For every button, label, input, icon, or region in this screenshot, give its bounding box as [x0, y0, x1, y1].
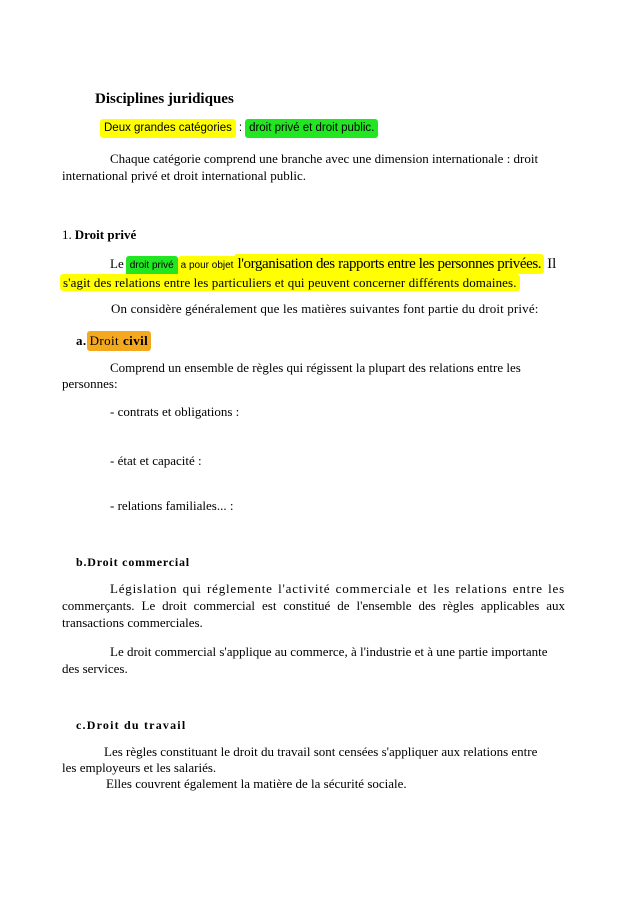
private-law-heading [62, 227, 136, 243]
definition-subject-highlight: droit privé [126, 256, 178, 276]
document-title: Disciplines juridiques [95, 91, 234, 107]
section-title: Droit privé [74, 227, 137, 242]
civil-law-title-word: civil [123, 333, 149, 348]
intro-line: Chaque catégorie comprend une branche avec une dimension internationale : droit [110, 151, 539, 166]
civil-law-text-line: Comprend un ensemble de règles qui régissent la plupart des relations entre les [110, 360, 521, 375]
definition-continuation-highlight: s'agit des relations entre les particuliers et qui peuvent concerner différents domaines. [60, 274, 520, 291]
categories-separator: : [238, 122, 243, 134]
private-law-definition [110, 254, 556, 276]
labour-law-text-line: Elles couvrent également la matière de la sécurité sociale. [106, 776, 407, 791]
intro-line: international privé et droit international public. [62, 168, 307, 183]
civil-law-list-item: - état et capacité : [110, 453, 202, 468]
categories-label: Deux grandes catégories [100, 119, 236, 138]
labour-law-heading [76, 717, 186, 733]
definition-tail: Il [547, 256, 557, 272]
definition-object-highlight: l'organisation des rapports entre les personnes privées. [235, 254, 544, 274]
categories-line [100, 119, 378, 138]
subsection-title: Droit commercial [87, 555, 190, 569]
definition-lead: Le [110, 256, 124, 271]
civil-law-list-item: - relations familiales... : [110, 498, 234, 513]
labour-law-text-line: Les règles constituant le droit du travail sont censées s'appliquer aux relations entre [104, 744, 538, 759]
categories-value: droit privé et droit public. [245, 119, 378, 138]
subsection-letter: c. [76, 718, 87, 732]
definition-verb-highlight: a pour objet [178, 256, 236, 276]
commercial-law-heading [76, 554, 190, 570]
subsection-letter: a. [76, 333, 87, 348]
subsection-letter: b. [76, 555, 88, 569]
civil-law-text-line: personnes: [62, 376, 118, 391]
commercial-law-text-line: commerçants. Le droit commercial est constitué de l'ensemble des règles applicables aux [62, 598, 565, 613]
subsection-title: Droit du travail [86, 718, 187, 732]
commercial-law-text-line: Le droit commercial s'applique au commerce, à l'industrie et à une partie importante [110, 644, 548, 659]
commercial-law-text-line: Législation qui réglemente l'activité commerciale et les relations entre les [110, 581, 565, 596]
definition-continuation [60, 274, 520, 291]
section-number: 1. [62, 227, 72, 242]
labour-law-text-line: les employeurs et les salariés. [62, 760, 217, 775]
civil-law-heading [76, 331, 151, 351]
civil-law-title-word: Droit [89, 333, 120, 348]
commercial-law-text-line: transactions commerciales. [62, 615, 203, 630]
civil-law-list-item: - contrats et obligations : [110, 404, 240, 419]
subjects-intro: On considère généralement que les matières suivantes font partie du droit privé: [111, 301, 539, 316]
commercial-law-text-line: des services. [62, 661, 128, 676]
civil-law-title-highlight [87, 331, 152, 351]
